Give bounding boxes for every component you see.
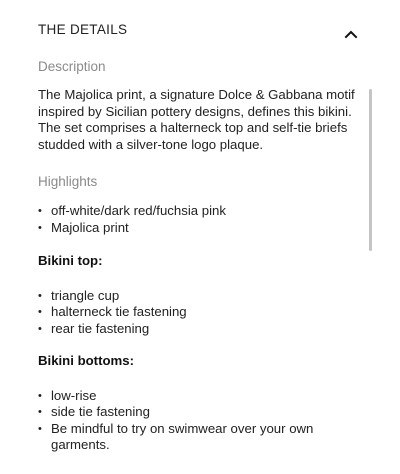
- bullet-icon: •: [38, 289, 42, 302]
- list-item: • rear tie fastening: [38, 320, 150, 336]
- bikini-top-heading: Bikini top:: [38, 253, 103, 268]
- bullet-icon: •: [38, 221, 42, 234]
- bullet-icon: •: [38, 306, 42, 318]
- bikini-top-list: [38, 288, 368, 338]
- bikini-bottoms-list: [38, 388, 368, 454]
- details-accordion-header[interactable]: [38, 20, 364, 42]
- list-item: • side tie fastening: [38, 404, 150, 419]
- list-item: • off-white/dark red/fuchsia pink: [38, 203, 226, 218]
- list-item: • triangle cup: [38, 287, 120, 303]
- list-item: • low-rise: [38, 387, 97, 403]
- bullet-icon: •: [38, 422, 42, 435]
- scrollbar[interactable]: [369, 89, 372, 251]
- chevron-up-icon[interactable]: [344, 26, 358, 36]
- highlights-list: [38, 203, 368, 236]
- list-item: • Majolica print: [38, 219, 129, 235]
- bullet-icon: •: [38, 406, 42, 418]
- bikini-bottoms-heading: Bikini bottoms:: [38, 353, 134, 368]
- description-label: Description: [38, 59, 106, 74]
- list-item: • halterneck tie fastening: [38, 304, 187, 319]
- description-text: The Majolica print, a signature Dolce & Gabbana motif inspired by Sicilian pottery designs, defines this bikini. The set comprises a halterneck top and self-tie briefs studded with a silver-tone logo plaque.: [38, 87, 355, 152]
- highlights-label: Highlights: [38, 174, 98, 189]
- details-content: [38, 58, 368, 454]
- details-title: THE DETAILS: [38, 22, 128, 37]
- bullet-icon: •: [38, 205, 42, 217]
- bullet-icon: •: [38, 389, 42, 402]
- bullet-icon: •: [38, 322, 42, 335]
- list-item: • Be mindful to try on swimwear over your own garments.: [38, 420, 314, 452]
